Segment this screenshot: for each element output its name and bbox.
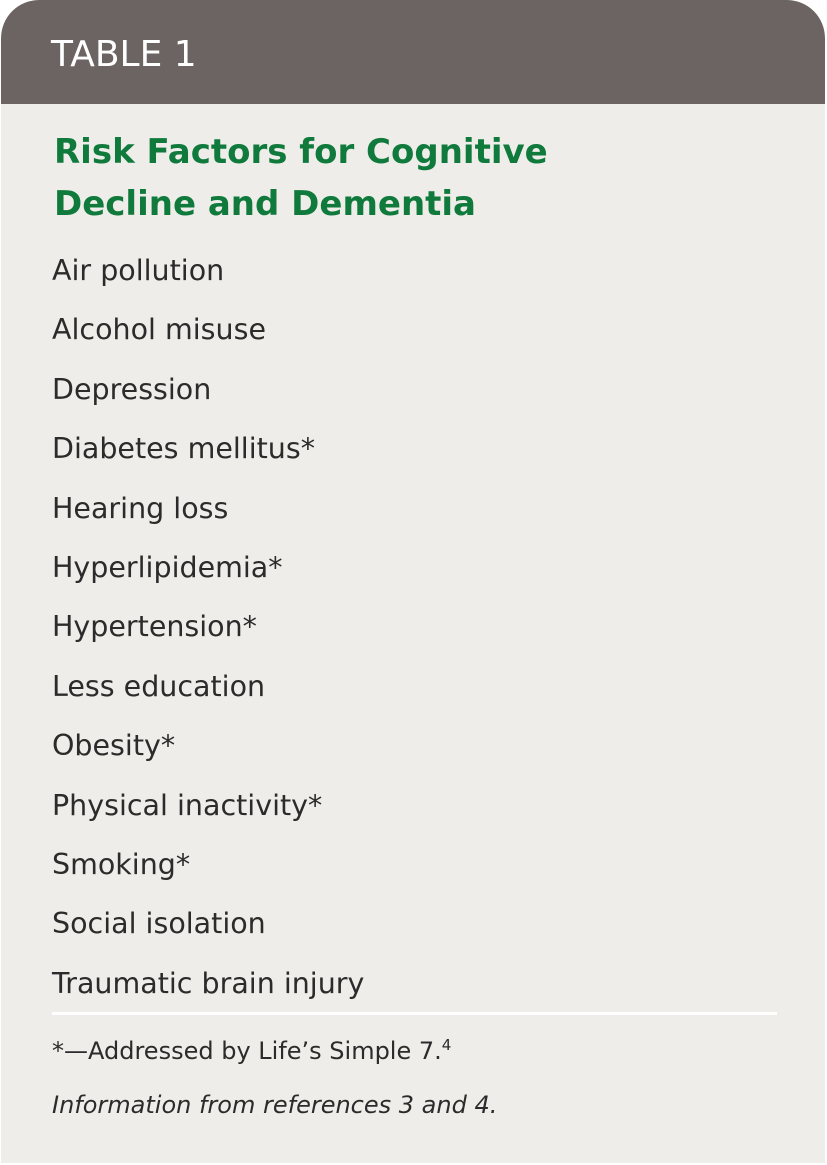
list-item: Traumatic brain injury [52,966,365,1000]
table-title [54,126,774,230]
list-item: Less education [52,669,266,703]
table-title-line-2: Decline and Dementia [54,184,476,224]
list-item: Social isolation [52,907,266,941]
risk-factor-list [52,241,364,1013]
list-item: Smoking* [52,847,191,881]
table-number-label: TABLE 1 [51,34,197,75]
footnote [52,1033,451,1069]
list-item: Alcohol misuse [52,313,266,347]
table-title-line-1: Risk Factors for Cognitive [54,132,548,172]
table-header-bar [1,0,825,104]
list-item: Depression [52,372,212,406]
footnote-text: *—Addressed by Life’s Simple 7. [52,1037,442,1065]
list-item: Diabetes mellitus* [52,432,315,466]
list-item: Physical inactivity* [52,788,323,822]
list-item: Air pollution [52,254,225,287]
footnote-divider [52,1012,777,1015]
table-card [1,0,825,1163]
source-note: Information from references 3 and 4. [52,1091,498,1119]
reference-superscript: 4 [441,1036,452,1054]
list-item: Obesity* [52,729,176,763]
list-item: Hyperlipidemia* [52,550,283,584]
list-item: Hearing loss [52,491,229,525]
list-item: Hypertension* [52,610,257,644]
